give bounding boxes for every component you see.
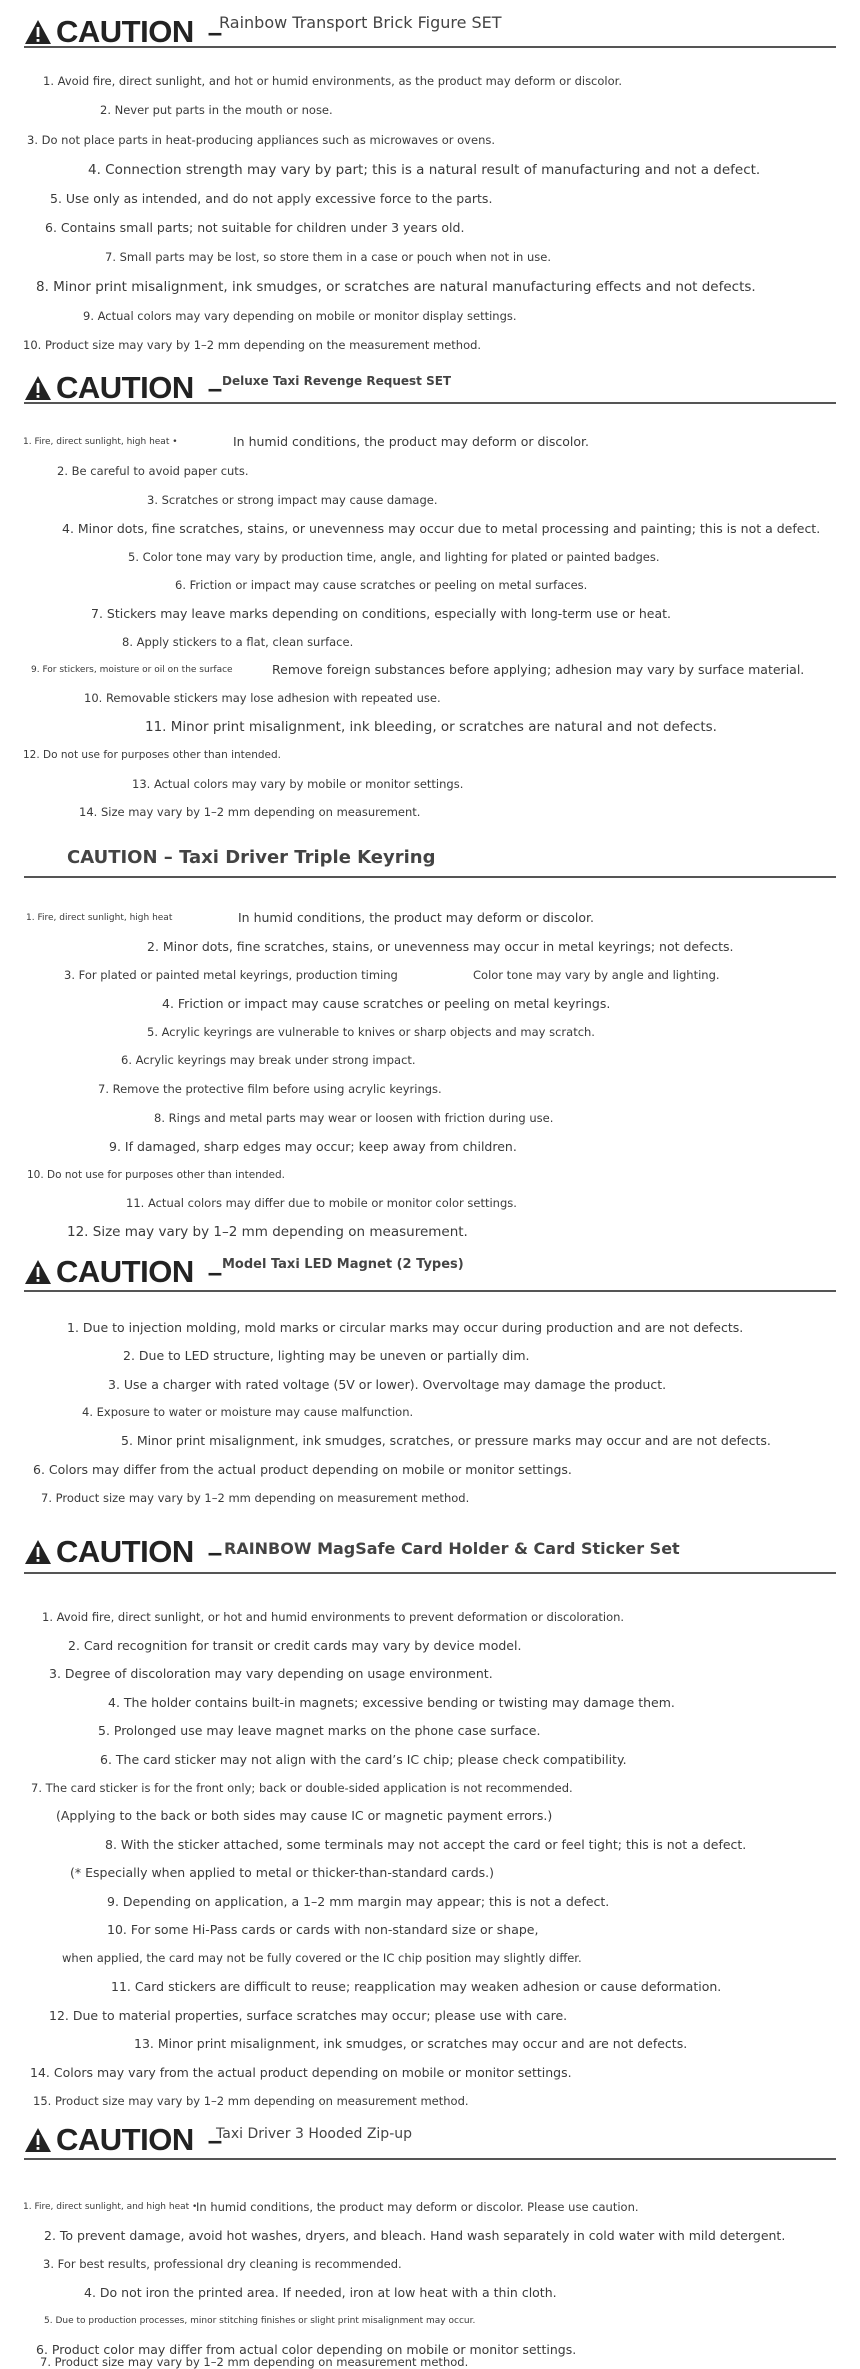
- caution-heading: [24, 14, 222, 50]
- caution-item: 5. Minor print misalignment, ink smudges, scratches, or pressure marks may occur and are not defects.: [121, 1433, 771, 1448]
- caution-item: 13. Actual colors may vary by mobile or monitor settings.: [132, 777, 464, 791]
- caution-item: Color tone may vary by angle and lighting.: [473, 968, 720, 982]
- caution-item: 3. For best results, professional dry cleaning is recommended.: [43, 2257, 402, 2271]
- caution-item: 10. Removable stickers may lose adhesion with repeated use.: [84, 691, 441, 705]
- caution-label: CAUTION: [56, 1254, 194, 1289]
- product-title: Model Taxi LED Magnet (2 Types): [222, 1257, 464, 1272]
- caution-item: 1. Due to injection molding, mold marks or circular marks may occur during production and are not defects.: [67, 1320, 744, 1335]
- caution-section-6: [24, 2118, 836, 2160]
- caution-item: 2. Minor dots, fine scratches, stains, or unevenness may occur in metal keyrings; not defects.: [147, 939, 734, 954]
- caution-item: 1. Avoid fire, direct sunlight, and hot or humid environments, as the product may deform or discolor.: [43, 74, 622, 88]
- caution-item: 7. Remove the protective film before using acrylic keyrings.: [98, 1082, 442, 1096]
- caution-item: 2. To prevent damage, avoid hot washes, dryers, and bleach. Hand wash separately in cold water with mild detergent.: [44, 2228, 786, 2243]
- caution-item: 8. Minor print misalignment, ink smudges, or scratches are natural manufacturing effects and not defects.: [36, 279, 756, 295]
- caution-item: 10. Product size may vary by 1–2 mm depending on the measurement method.: [23, 338, 482, 352]
- caution-item: 1. Avoid fire, direct sunlight, or hot and humid environments to prevent deformation or discoloration.: [42, 1610, 625, 1624]
- caution-item: 10. For some Hi-Pass cards or cards with non-standard size or shape,: [107, 1922, 539, 1937]
- caution-item: 4. The holder contains built-in magnets; excessive bending or twisting may damage them.: [108, 1695, 675, 1710]
- product-title: Deluxe Taxi Revenge Request SET: [222, 374, 452, 388]
- caution-heading: [24, 2122, 222, 2158]
- caution-item: when applied, the card may not be fully covered or the IC chip position may slightly differ.: [62, 1951, 582, 1965]
- caution-item: 7. Product size may vary by 1–2 mm depending on measurement method.: [41, 1491, 470, 1505]
- caution-item: 6. The card sticker may not align with the card’s IC chip; please check compatibility.: [100, 1752, 627, 1767]
- caution-item: 8. Rings and metal parts may wear or loosen with friction during use.: [154, 1111, 554, 1125]
- caution-item: 9. If damaged, sharp edges may occur; keep away from children.: [109, 1139, 517, 1154]
- caution-item: 12. Do not use for purposes other than intended.: [23, 749, 282, 761]
- caution-item: Remove foreign substances before applying; adhesion may vary by surface material.: [272, 662, 805, 677]
- caution-item: In humid conditions, the product may deform or discolor.: [238, 910, 595, 925]
- caution-item: 9. Actual colors may vary depending on mobile or monitor display settings.: [83, 309, 517, 323]
- caution-item: 6. Contains small parts; not suitable for children under 3 years old.: [45, 220, 465, 235]
- caution-item: 7. Small parts may be lost, so store them in a case or pouch when not in use.: [105, 250, 551, 264]
- warning-triangle-icon: [24, 1539, 52, 1565]
- caution-label: CAUTION: [56, 14, 194, 49]
- caution-item: 3. Scratches or strong impact may cause damage.: [147, 493, 438, 507]
- caution-item: In humid conditions, the product may deform or discolor. Please use caution.: [196, 2200, 639, 2214]
- caution-item: 2. Due to LED structure, lighting may be uneven or partially dim.: [123, 1348, 530, 1363]
- product-title: RAINBOW MagSafe Card Holder & Card Sticker Set: [224, 1539, 680, 1558]
- section-header: [24, 1250, 836, 1292]
- caution-item: 14. Size may vary by 1–2 mm depending on measurement.: [79, 805, 421, 819]
- caution-item: 4. Minor dots, fine scratches, stains, or unevenness may occur due to metal processing and painting; this is not a defect.: [62, 521, 821, 536]
- caution-label: CAUTION: [56, 370, 194, 405]
- caution-dash: –: [207, 1536, 222, 1567]
- caution-item: (* Especially when applied to metal or thicker-than-standard cards.): [70, 1865, 495, 1880]
- section-header: [24, 366, 836, 404]
- caution-dash: –: [207, 1256, 222, 1287]
- section-header: [24, 10, 836, 48]
- caution-item: 5. Due to production processes, minor stitching finishes or slight print misalignment may occur.: [44, 2316, 476, 2326]
- caution-item: 4. Connection strength may vary by part; this is a natural result of manufacturing and not a defect.: [88, 162, 761, 178]
- caution-item: 8. With the sticker attached, some terminals may not accept the card or feel tight; this is not a defect.: [105, 1837, 747, 1852]
- section-header: [24, 2118, 836, 2160]
- caution-item: 3. For plated or painted metal keyrings, production timing: [64, 968, 398, 982]
- caution-item: 2. Be careful to avoid paper cuts.: [57, 464, 249, 478]
- section-header: [24, 836, 836, 878]
- caution-item: In humid conditions, the product may deform or discolor.: [233, 434, 590, 449]
- caution-item: 9. Depending on application, a 1–2 mm margin may appear; this is not a defect.: [107, 1894, 610, 1909]
- product-title: Taxi Driver 3 Hooded Zip-up: [216, 2126, 412, 2142]
- warning-triangle-icon: [24, 375, 52, 401]
- caution-item: 2. Card recognition for transit or credit cards may vary by device model.: [68, 1638, 522, 1653]
- caution-item: 5. Acrylic keyrings are vulnerable to knives or sharp objects and may scratch.: [147, 1025, 595, 1039]
- caution-item: 10. Do not use for purposes other than intended.: [27, 1169, 286, 1181]
- caution-label: CAUTION: [56, 1534, 194, 1569]
- caution-item: 5. Use only as intended, and do not apply excessive force to the parts.: [50, 191, 493, 206]
- caution-dash: –: [207, 372, 222, 403]
- caution-item: 12. Due to material properties, surface scratches may occur; please use with care.: [49, 2008, 568, 2023]
- caution-item: 4. Do not iron the printed area. If needed, iron at low heat with a thin cloth.: [84, 2285, 557, 2300]
- caution-item: 1. Fire, direct sunlight, high heat •: [23, 437, 178, 447]
- caution-item: 3. Do not place parts in heat-producing appliances such as microwaves or ovens.: [27, 133, 496, 147]
- caution-item: 12. Size may vary by 1–2 mm depending on measurement.: [67, 1224, 468, 1240]
- caution-item: 5. Prolonged use may leave magnet marks on the phone case surface.: [98, 1723, 541, 1738]
- warning-triangle-icon: [24, 2127, 52, 2153]
- caution-item: 7. Product size may vary by 1–2 mm depending on measurement method.: [40, 2355, 469, 2369]
- caution-item: 4. Friction or impact may cause scratches or peeling on metal keyrings.: [162, 996, 611, 1011]
- caution-section-4: [24, 1250, 836, 1292]
- caution-item: 11. Actual colors may differ due to mobile or monitor color settings.: [126, 1196, 517, 1210]
- caution-item: 2. Never put parts in the mouth or nose.: [100, 103, 333, 117]
- caution-item: 6. Friction or impact may cause scratches or peeling on metal surfaces.: [175, 578, 588, 592]
- caution-item: 6. Colors may differ from the actual product depending on mobile or monitor settings.: [33, 1462, 572, 1477]
- caution-item: 3. Degree of discoloration may vary depending on usage environment.: [49, 1666, 493, 1681]
- caution-item: 14. Colors may vary from the actual product depending on mobile or monitor settings.: [30, 2065, 572, 2080]
- caution-item: 6. Product color may differ from actual color depending on mobile or monitor settings.: [36, 2342, 577, 2357]
- caution-item: 11. Card stickers are difficult to reuse; reapplication may weaken adhesion or cause deformation.: [111, 1979, 722, 1994]
- caution-item: 4. Exposure to water or moisture may cause malfunction.: [82, 1405, 414, 1419]
- caution-section-2: [24, 366, 836, 404]
- caution-item: 13. Minor print misalignment, ink smudges, or scratches may occur and are not defects.: [134, 2036, 688, 2051]
- caution-dash: –: [207, 16, 222, 47]
- warning-triangle-icon: [24, 19, 52, 45]
- caution-item: 1. Fire, direct sunlight, high heat: [26, 913, 173, 923]
- caution-heading: [24, 1534, 222, 1570]
- caution-heading: [24, 1254, 222, 1290]
- caution-section-3: [24, 836, 836, 878]
- caution-item: 9. For stickers, moisture or oil on the surface: [31, 665, 233, 675]
- caution-item: (Applying to the back or both sides may cause IC or magnetic payment errors.): [56, 1808, 553, 1823]
- caution-item: 1. Fire, direct sunlight, and high heat •: [23, 2202, 198, 2212]
- caution-item: 7. The card sticker is for the front only; back or double-sided application is not recommended.: [31, 1781, 573, 1795]
- caution-dash: –: [207, 2124, 222, 2155]
- caution-item: 3. Use a charger with rated voltage (5V or lower). Overvoltage may damage the product.: [108, 1377, 667, 1392]
- caution-item: 8. Apply stickers to a flat, clean surface.: [122, 635, 354, 649]
- caution-item: 15. Product size may vary by 1–2 mm depending on measurement method.: [33, 2094, 469, 2108]
- product-title: Rainbow Transport Brick Figure SET: [219, 13, 502, 32]
- caution-item: 6. Acrylic keyrings may break under strong impact.: [121, 1053, 416, 1067]
- caution-item: 7. Stickers may leave marks depending on conditions, especially with long-term use or heat.: [91, 606, 671, 621]
- caution-section-5: [24, 1530, 836, 1574]
- caution-item: 5. Color tone may vary by production time, angle, and lighting for plated or painted badges.: [128, 550, 660, 564]
- section-header: [24, 1530, 836, 1574]
- caution-item: 11. Minor print misalignment, ink bleeding, or scratches are natural and not defects.: [145, 719, 717, 735]
- caution-section-1: [24, 10, 836, 48]
- caution-heading: [24, 370, 222, 406]
- caution-label: CAUTION: [56, 2122, 194, 2157]
- product-title: CAUTION – Taxi Driver Triple Keyring: [67, 847, 436, 868]
- warning-triangle-icon: [24, 1259, 52, 1285]
